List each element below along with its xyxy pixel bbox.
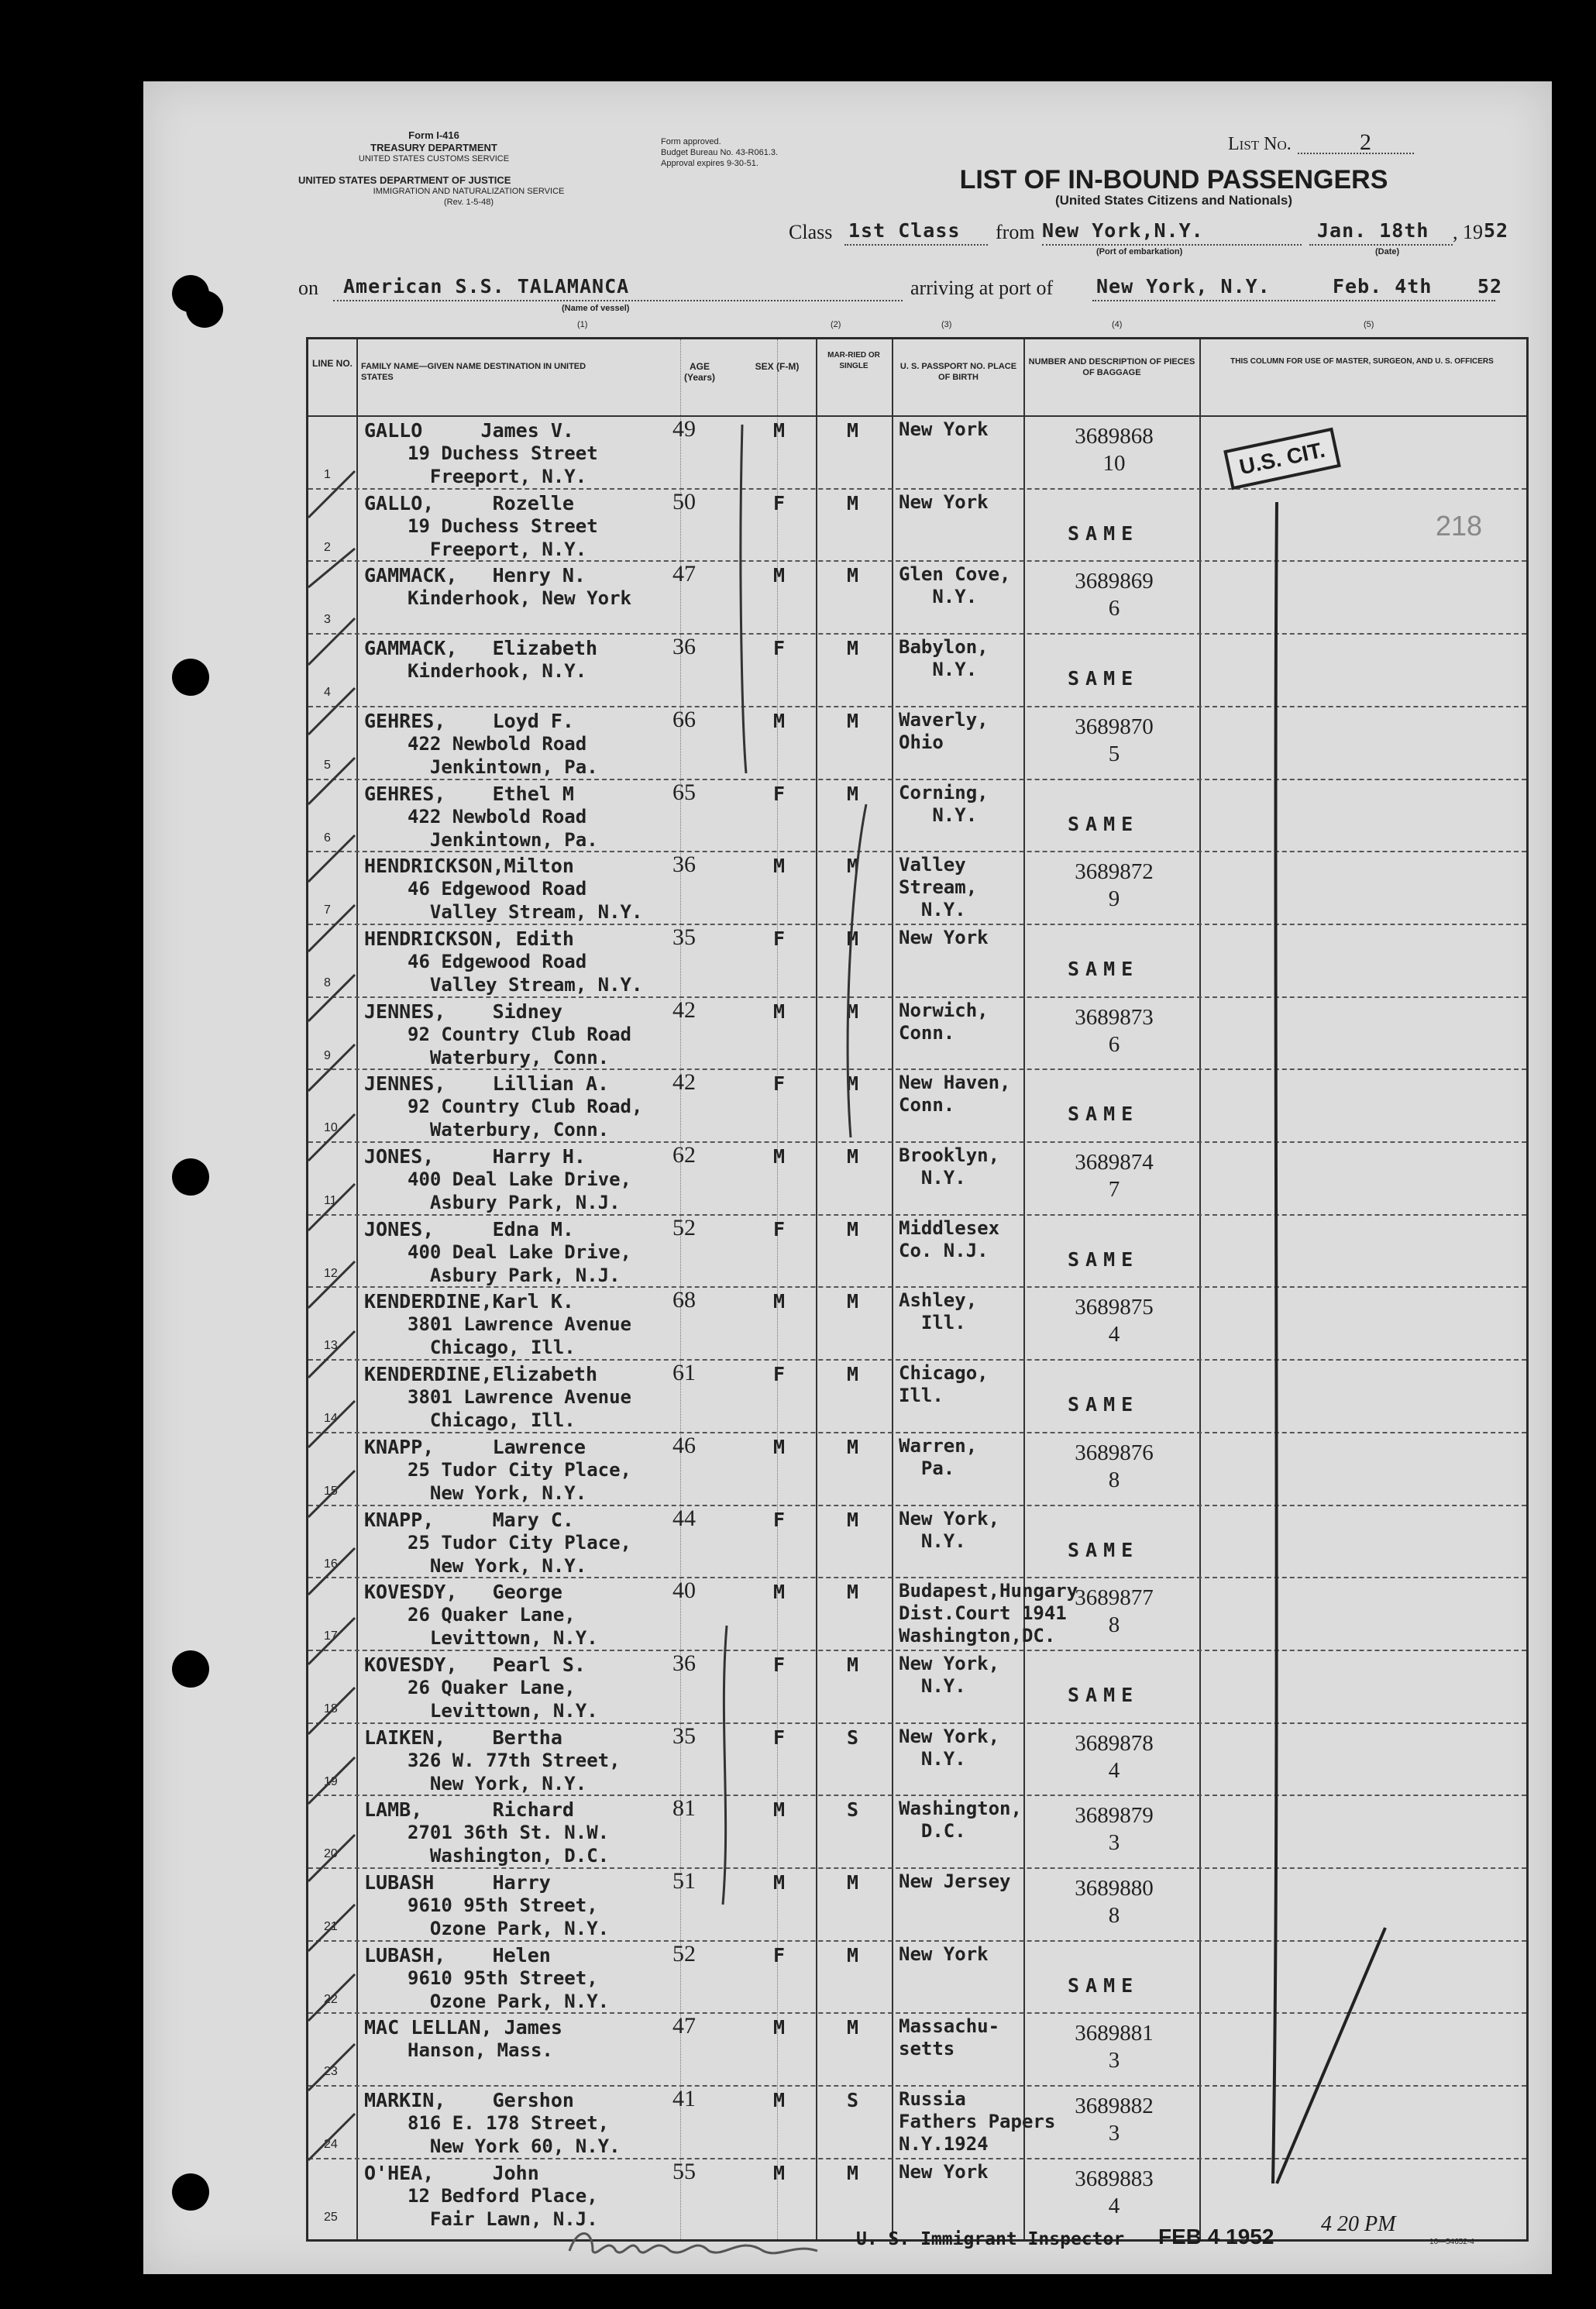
line-number: 17 (324, 1629, 338, 1643)
baggage-same: SAME (1068, 812, 1140, 835)
passenger-sex: M (773, 1000, 786, 1023)
place-of-birth: New Jersey (899, 1870, 1011, 1892)
passenger-address: 422 Newbold Road Jenkintown, Pa. (408, 805, 598, 851)
header-officer: THIS COLUMN FOR USE OF MASTER, SURGEON, AND U. S. OFFICERS (1230, 357, 1494, 366)
column-number-5: (5) (1364, 320, 1374, 329)
marital-status: M (847, 491, 859, 514)
passenger-name: KENDERDINE,Karl K. (364, 1290, 574, 1313)
baggage-same: SAME (1068, 1538, 1140, 1561)
passenger-age: 47 (672, 2013, 696, 2039)
place-of-birth: Glen Cove, N.Y. (899, 563, 1011, 608)
marital-status: M (847, 1363, 859, 1386)
marital-status: M (847, 1871, 859, 1894)
passenger-age: 47 (672, 561, 696, 587)
passenger-sex: F (773, 1943, 786, 1967)
marital-status: M (847, 419, 859, 442)
form-approved: Form approved. (661, 137, 721, 146)
passenger-address: 25 Tudor City Place, New York, N.Y. (408, 1458, 631, 1504)
passenger-name: KNAPP, Lawrence (364, 1435, 586, 1458)
marital-status: M (847, 1508, 859, 1531)
passenger-name: KOVESDY, Pearl S. (364, 1653, 586, 1676)
place-of-birth: Middlesex Co. N.J. (899, 1216, 1000, 1261)
line-number: 3 (324, 613, 331, 627)
passenger-sex: M (773, 2016, 786, 2039)
passenger-address: 26 Quaker Lane, Levittown, N.Y. (408, 1676, 598, 1722)
line-number: 13 (324, 1339, 338, 1353)
marital-status: M (847, 1072, 859, 1096)
line-number: 15 (324, 1484, 338, 1498)
passenger-address: 46 Edgewood Road Valley Stream, N.Y. (408, 950, 643, 996)
line-number: 4 (324, 686, 331, 700)
passenger-address: 19 Duchess Street Freeport, N.Y. (408, 514, 598, 560)
passenger-address: 92 Country Club Road, Waterbury, Conn. (408, 1096, 643, 1141)
passenger-name: GEHRES, Ethel M (364, 782, 574, 805)
passenger-address: 26 Quaker Lane, Levittown, N.Y. (408, 1604, 598, 1650)
baggage-description: 3689876 8 (1075, 1440, 1154, 1492)
place-of-birth: Warren, Pa. (899, 1434, 978, 1479)
passenger-address: Hanson, Mass. (408, 2039, 553, 2062)
marital-status: M (847, 1000, 859, 1023)
column-number-4: (4) (1112, 320, 1123, 329)
baggage-description: 3689878 4 (1075, 1730, 1154, 1783)
immigrant-inspector-label: U. S. Immigrant Inspector (856, 2229, 1125, 2249)
header-married: MAR-RIED OR SINGLE (827, 351, 880, 370)
baggage-description: 3689870 5 (1075, 714, 1154, 766)
baggage-same: SAME (1068, 1247, 1140, 1271)
passenger-address: 816 E. 178 Street, New York 60, N.Y. (408, 2112, 621, 2158)
passenger-address: 25 Tudor City Place, New York, N.Y. (408, 1531, 631, 1577)
header-name: FAMILY NAME—GIVEN NAME DESTINATION IN UNITED STATES (361, 362, 586, 382)
passenger-sex: M (773, 1290, 786, 1313)
passenger-age: 35 (672, 924, 696, 950)
column-number-3: (3) (941, 320, 952, 329)
line-number: 20 (324, 1847, 338, 1861)
line-number: 10 (324, 1121, 338, 1135)
marital-status: M (847, 1217, 859, 1241)
place-of-birth: Russia Fathers Papers N.Y.1924 (899, 2088, 1056, 2156)
passenger-name: KENDERDINE,Elizabeth (364, 1363, 598, 1386)
passenger-sex: F (773, 491, 786, 514)
line-number: 23 (324, 2065, 338, 2079)
passenger-sex: F (773, 1217, 786, 1241)
stamp-number: 218 (1436, 510, 1483, 542)
customs-label: UNITED STATES CUSTOMS SERVICE (358, 154, 510, 163)
passenger-name: MAC LELLAN, James (364, 2016, 562, 2039)
marital-status: M (847, 564, 859, 587)
baggage-description: 3689882 3 (1075, 2094, 1154, 2146)
passenger-address: 46 Edgewood Road Valley Stream, N.Y. (408, 878, 643, 924)
budget-bureau: Budget Bureau No. 43-R061.3. (661, 148, 779, 157)
column-number-2: (2) (831, 320, 841, 329)
line-number: 21 (324, 1920, 338, 1933)
inspection-date-stamp: FEB 4 1952 (1158, 2225, 1274, 2249)
place-of-birth: Budapest,Hungary Dist.Court 1941 Washington,DC. (899, 1580, 1078, 1647)
column-number-1: (1) (577, 320, 588, 329)
line-number: 19 (324, 1774, 338, 1788)
punch-hole (172, 659, 209, 696)
passenger-sex: M (773, 419, 786, 442)
punch-hole (172, 2173, 209, 2211)
passenger-address: 9610 95th Street, Ozone Park, N.Y. (408, 1894, 610, 1939)
marital-status: M (847, 782, 859, 805)
list-no-value: 2 (1360, 129, 1371, 155)
line-number: 11 (324, 1194, 337, 1207)
marital-status: M (847, 927, 859, 950)
place-of-birth: New York, N.Y. (899, 1725, 1000, 1770)
passenger-address: Kinderhook, N.Y. (408, 660, 587, 683)
place-of-birth: Norwich, Conn. (899, 999, 989, 1044)
passenger-sex: M (773, 1145, 786, 1168)
place-of-birth: New York (899, 926, 989, 948)
passenger-name: JENNES, Lillian A. (364, 1072, 610, 1096)
passenger-age: 81 (672, 1795, 696, 1822)
passenger-name: JONES, Edna M. (364, 1217, 574, 1241)
passenger-address: 2701 36th St. N.W. Washington, D.C. (408, 1822, 610, 1867)
place-of-birth: Brooklyn, N.Y. (899, 1144, 1000, 1189)
marital-status: M (847, 637, 859, 660)
line-number: 2 (324, 540, 331, 554)
arrival-date: Feb. 4th (1333, 275, 1433, 298)
arrival-year: 52 (1477, 275, 1503, 298)
manifest-page (143, 81, 1552, 2274)
marital-status: M (847, 1653, 859, 1676)
passenger-sex: M (773, 1581, 786, 1604)
line-number: 14 (324, 1412, 338, 1426)
line-number: 22 (324, 1992, 338, 2006)
marital-status: S (847, 2089, 859, 2112)
baggage-description: 3689877 8 (1075, 1585, 1154, 1638)
place-of-birth: Massachu- setts (899, 2015, 1000, 2060)
passenger-sex: M (773, 855, 786, 878)
passenger-name: JONES, Harry H. (364, 1145, 586, 1168)
passenger-sex: M (773, 2161, 786, 2184)
passenger-sex: F (773, 782, 786, 805)
marital-status: M (847, 855, 859, 878)
passenger-name: O'HEA, John (364, 2161, 539, 2184)
handwritten-checkmarks (308, 339, 1526, 2239)
place-of-birth: New York (899, 1943, 989, 1965)
date-caption: (Date) (1375, 247, 1400, 256)
passenger-age: 35 (672, 1722, 696, 1749)
baggage-description: 3689880 8 (1075, 1876, 1154, 1928)
passenger-sex: M (773, 709, 786, 732)
passenger-address: 9610 95th Street, Ozone Park, N.Y. (408, 1967, 610, 2012)
passenger-age: 65 (672, 779, 696, 805)
passenger-name: HENDRICKSON, Edith (364, 927, 574, 950)
passenger-sex: F (773, 1508, 786, 1531)
place-of-birth: New York (899, 2160, 989, 2183)
port-embarkation-caption: (Port of embarkation) (1096, 247, 1183, 256)
line-number: 6 (324, 831, 331, 845)
passenger-name: GAMMACK, Elizabeth (364, 637, 598, 660)
baggage-same: SAME (1068, 1103, 1140, 1126)
passenger-name: MARKIN, Gershon (364, 2089, 574, 2112)
passenger-sex: F (773, 1072, 786, 1096)
baggage-same: SAME (1068, 957, 1140, 980)
passenger-name: KNAPP, Mary C. (364, 1508, 574, 1531)
header-passport: U. S. PASSPORT NO. PLACE OF BIRTH (899, 362, 1017, 382)
list-no-label: List No. (1228, 134, 1292, 154)
line-number: 24 (324, 2138, 338, 2152)
header-line-no: LINE NO. (311, 358, 353, 369)
passenger-address: 422 Newbold Road Jenkintown, Pa. (408, 732, 598, 778)
place-of-birth: Corning, N.Y. (899, 781, 989, 826)
passenger-name: LAIKEN, Bertha (364, 1726, 562, 1749)
departure-date: Jan. 18th (1317, 219, 1429, 242)
line-number: 7 (324, 903, 331, 917)
header-sex: SEX (F-M) (755, 361, 800, 372)
passenger-sex: F (773, 1653, 786, 1676)
passenger-age: 66 (672, 706, 696, 732)
line-number: 1 (324, 468, 331, 481)
form-code: 16—54652-4 (1429, 2238, 1474, 2246)
baggage-same: SAME (1068, 1393, 1140, 1416)
passenger-name: HENDRICKSON,Milton (364, 855, 574, 878)
punch-hole (186, 291, 223, 328)
baggage-description: 3689874 7 (1075, 1150, 1154, 1202)
class-label: Class (789, 221, 833, 243)
baggage-description: 3689868 10 (1075, 424, 1154, 476)
passenger-age: 42 (672, 996, 696, 1023)
marital-status: M (847, 1581, 859, 1604)
passenger-age: 68 (672, 1287, 696, 1313)
marital-status: S (847, 1798, 859, 1822)
place-of-birth: Chicago, Ill. (899, 1362, 989, 1407)
passenger-age: 49 (672, 416, 696, 442)
baggage-same: SAME (1068, 1973, 1140, 1997)
punch-hole (172, 1158, 209, 1196)
baggage-description: 3689869 6 (1075, 569, 1154, 621)
justice-label: UNITED STATES DEPARTMENT OF JUSTICE (298, 174, 511, 186)
passenger-sex: M (773, 2089, 786, 2112)
baggage-description: 3689879 3 (1075, 1803, 1154, 1856)
place-of-birth: New York, N.Y. (899, 1507, 1000, 1552)
passenger-name: LUBASH, Helen (364, 1943, 551, 1967)
passenger-address: Kinderhook, New York (408, 587, 631, 610)
passenger-age: 52 (672, 1214, 696, 1241)
line-number: 12 (324, 1266, 338, 1280)
passenger-age: 62 (672, 1142, 696, 1168)
line-number: 16 (324, 1557, 338, 1571)
passenger-address: 400 Deal Lake Drive, Asbury Park, N.J. (408, 1168, 631, 1213)
passenger-name: GALLO James V. (364, 419, 574, 442)
on-label: on (298, 277, 318, 299)
revision-label: (Rev. 1-5-48) (444, 198, 494, 207)
place-of-birth: New York, N.Y. (899, 1652, 1000, 1697)
document-title: LIST OF IN-BOUND PASSENGERS (959, 165, 1388, 194)
header-baggage: NUMBER AND DESCRIPTION OF PIECES OF BAGGAGE (1028, 357, 1195, 377)
passenger-address: 19 Duchess Street Freeport, N.Y. (408, 442, 598, 487)
passenger-sex: F (773, 637, 786, 660)
passenger-address: 400 Deal Lake Drive, Asbury Park, N.J. (408, 1241, 631, 1286)
marital-status: S (847, 1726, 859, 1749)
passenger-name: GALLO, Rozelle (364, 491, 574, 514)
passenger-name: LUBASH Harry (364, 1871, 551, 1894)
passenger-sex: M (773, 564, 786, 587)
passenger-age: 42 (672, 1069, 696, 1096)
passenger-address: 92 Country Club Road Waterbury, Conn. (408, 1023, 631, 1068)
inspection-time: 4 20 PM (1321, 2212, 1396, 2236)
vessel-name: American S.S. TALAMANCA (343, 275, 630, 298)
passenger-sex: F (773, 927, 786, 950)
passenger-name: LAMB, Richard (364, 1798, 574, 1822)
inspector-signature (562, 2220, 825, 2266)
date-year-prefix: , 19 (1453, 221, 1483, 243)
class-value: 1st Class (848, 219, 961, 242)
passenger-name: GEHRES, Loyd F. (364, 709, 574, 732)
baggage-description: 3689875 4 (1075, 1295, 1154, 1347)
passenger-age: 50 (672, 488, 696, 514)
passenger-sex: F (773, 1726, 786, 1749)
place-of-birth: Ashley, Ill. (899, 1289, 978, 1334)
marital-status: M (847, 1290, 859, 1313)
passenger-sex: M (773, 1871, 786, 1894)
passenger-name: GAMMACK, Henry N. (364, 564, 586, 587)
marital-status: M (847, 1435, 859, 1458)
passenger-table (306, 337, 1529, 2242)
passenger-age: 44 (672, 1505, 696, 1531)
passenger-address: 3801 Lawrence Avenue Chicago, Ill. (408, 1386, 631, 1432)
marital-status: M (847, 709, 859, 732)
header-age: AGE (Years) (683, 361, 716, 383)
place-of-birth: Washington, D.C. (899, 1798, 1022, 1843)
passenger-age: 41 (672, 2086, 696, 2112)
vessel-caption: (Name of vessel) (562, 304, 630, 313)
marital-status: M (847, 2016, 859, 2039)
form-number: Form I-416 (408, 129, 459, 141)
us-citizen-stamp: U.S. CIT. (1223, 428, 1341, 490)
ins-label: IMMIGRATION AND NATURALIZATION SERVICE (373, 187, 565, 196)
line-number: 18 (324, 1702, 338, 1715)
arrival-port: New York, N.Y. (1096, 275, 1271, 298)
punch-hole (172, 1650, 209, 1688)
passenger-age: 36 (672, 634, 696, 660)
line-number: 8 (324, 976, 331, 989)
passenger-age: 36 (672, 1650, 696, 1676)
departure-year: 52 (1484, 219, 1509, 242)
passenger-sex: M (773, 1798, 786, 1822)
baggage-same: SAME (1068, 1683, 1140, 1706)
baggage-description: 3689872 9 (1075, 859, 1154, 912)
approval-expires: Approval expires 9-30-51. (661, 159, 758, 168)
place-of-birth: Waverly, Ohio (899, 708, 989, 753)
place-of-birth: Valley Stream, N.Y. (899, 854, 978, 921)
passenger-sex: F (773, 1363, 786, 1386)
passenger-age: 52 (672, 1940, 696, 1967)
passenger-address: 326 W. 77th Street, New York, N.Y. (408, 1749, 621, 1795)
passenger-sex: M (773, 1435, 786, 1458)
baggage-same: SAME (1068, 667, 1140, 690)
place-of-birth: Babylon, N.Y. (899, 636, 989, 681)
passenger-age: 46 (672, 1432, 696, 1458)
document-subtitle: (United States Citizens and Nationals) (1054, 193, 1293, 208)
passenger-age: 40 (672, 1578, 696, 1604)
passenger-address: 3801 Lawrence Avenue Chicago, Ill. (408, 1313, 631, 1359)
marital-status: M (847, 1943, 859, 1967)
passenger-name: KOVESDY, George (364, 1581, 562, 1604)
passenger-age: 51 (672, 1868, 696, 1894)
baggage-same: SAME (1068, 521, 1140, 545)
line-number: 25 (324, 2210, 338, 2224)
from-label: from (996, 221, 1035, 243)
place-of-birth: New York (899, 490, 989, 513)
line-number: 5 (324, 758, 331, 772)
place-of-birth: New Haven, Conn. (899, 1072, 1011, 1117)
line-number: 9 (324, 1048, 331, 1062)
marital-status: M (847, 1145, 859, 1168)
passenger-address: 12 Bedford Place, Fair Lawn, N.J. (408, 2184, 598, 2230)
passenger-age: 55 (672, 2158, 696, 2184)
baggage-description: 3689883 4 (1075, 2166, 1154, 2218)
marital-status: M (847, 2161, 859, 2184)
passenger-name: JENNES, Sidney (364, 1000, 562, 1023)
baggage-description: 3689881 3 (1075, 2021, 1154, 2073)
port-of-embarkation: New York,N.Y. (1042, 219, 1204, 242)
place-of-birth: New York (899, 418, 989, 440)
passenger-age: 61 (672, 1360, 696, 1386)
baggage-description: 3689873 6 (1075, 1004, 1154, 1057)
passenger-age: 36 (672, 852, 696, 878)
arriving-label: arriving at port of (910, 277, 1054, 299)
treasury-label: TREASURY DEPARTMENT (370, 142, 497, 153)
